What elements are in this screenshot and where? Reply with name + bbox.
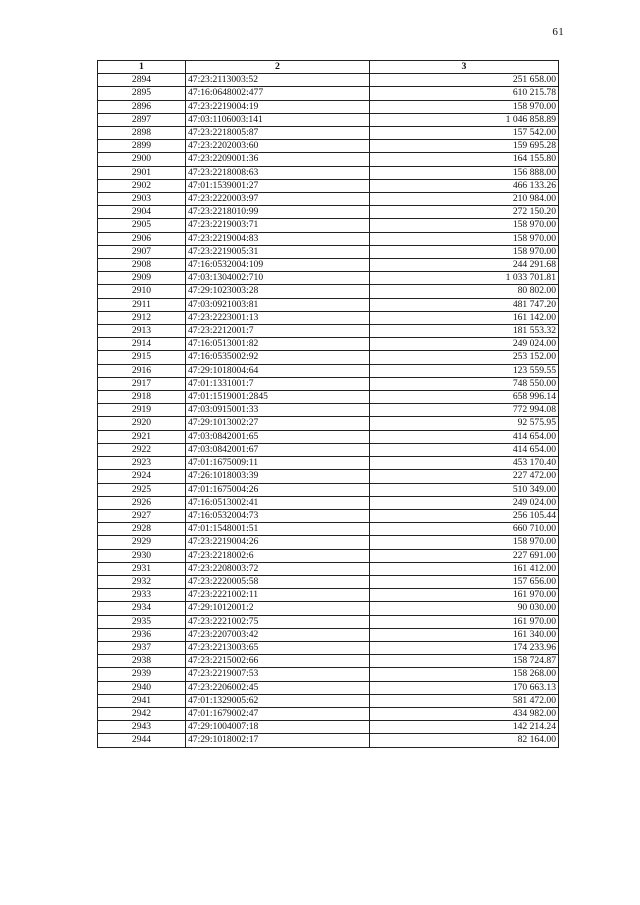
row-number-cell: 2935 [98,615,186,628]
value-cell: 581 472.00 [370,694,559,707]
row-number-cell: 2936 [98,628,186,641]
table-header-row [98,61,559,74]
cadastral-number-cell: 47:16:0535002:92 [186,351,370,364]
cadastral-number-cell: 47:23:2221002:75 [186,615,370,628]
table-row [98,285,559,298]
cadastral-number-cell: 47:23:2218005:87 [186,127,370,140]
table-row [98,721,559,734]
value-cell: 90 030.00 [370,602,559,615]
cadastral-number-cell: 47:23:2221002:11 [186,589,370,602]
row-number-cell: 2938 [98,655,186,668]
table-row [98,509,559,522]
table-row [98,470,559,483]
cadastral-number-cell: 47:29:1018002:17 [186,734,370,747]
table-row [98,74,559,87]
value-cell: 772 994.08 [370,404,559,417]
table-body [98,74,559,747]
value-cell: 249 024.00 [370,496,559,509]
cadastral-number-cell: 47:01:1675004:26 [186,483,370,496]
row-number-cell: 2931 [98,562,186,575]
page-number: 61 [552,26,564,38]
value-cell: 161 970.00 [370,589,559,602]
table-row [98,166,559,179]
row-number-cell: 2929 [98,536,186,549]
value-cell: 158 724.87 [370,655,559,668]
cadastral-number-cell: 47:26:1018003:39 [186,470,370,483]
cadastral-number-cell: 47:23:2207003:42 [186,628,370,641]
row-number-cell: 2900 [98,153,186,166]
row-number-cell: 2926 [98,496,186,509]
cadastral-number-cell: 47:23:2218010:99 [186,206,370,219]
row-number-cell: 2911 [98,298,186,311]
table-row [98,311,559,324]
registry-table [97,60,559,748]
value-cell: 156 888.00 [370,166,559,179]
column-header-1: 1 [98,61,186,74]
table-row [98,523,559,536]
row-number-cell: 2910 [98,285,186,298]
value-cell: 481 747.20 [370,298,559,311]
value-cell: 227 472.00 [370,470,559,483]
cadastral-number-cell: 47:16:0532004:109 [186,259,370,272]
row-number-cell: 2898 [98,127,186,140]
value-cell: 158 970.00 [370,536,559,549]
value-cell: 157 542.00 [370,127,559,140]
row-number-cell: 2923 [98,457,186,470]
value-cell: 158 970.00 [370,100,559,113]
row-number-cell: 2919 [98,404,186,417]
value-cell: 610 215.78 [370,87,559,100]
table-row [98,391,559,404]
cadastral-number-cell: 47:03:1304002:710 [186,272,370,285]
table-row [98,259,559,272]
cadastral-number-cell: 47:03:1106003:141 [186,113,370,126]
cadastral-number-cell: 47:01:1331001:7 [186,377,370,390]
row-number-cell: 2943 [98,721,186,734]
value-cell: 157 656.00 [370,575,559,588]
value-cell: 256 105.44 [370,509,559,522]
cadastral-number-cell: 47:16:0648002:477 [186,87,370,100]
value-cell: 80 802.00 [370,285,559,298]
table-row [98,668,559,681]
value-cell: 123 559.55 [370,364,559,377]
table-row [98,602,559,615]
table-row [98,298,559,311]
cadastral-number-cell: 47:01:1679002:47 [186,707,370,720]
table-row [98,707,559,720]
cadastral-number-cell: 47:16:0532004:73 [186,509,370,522]
row-number-cell: 2913 [98,325,186,338]
table-row [98,589,559,602]
row-number-cell: 2932 [98,575,186,588]
table-row [98,364,559,377]
table-row [98,681,559,694]
table-row [98,615,559,628]
cadastral-number-cell: 47:01:1675009:11 [186,457,370,470]
row-number-cell: 2909 [98,272,186,285]
cadastral-number-cell: 47:23:2209001:36 [186,153,370,166]
value-cell: 272 150.20 [370,206,559,219]
table-row [98,219,559,232]
row-number-cell: 2941 [98,694,186,707]
row-number-cell: 2942 [98,707,186,720]
cadastral-number-cell: 47:01:1519001:2845 [186,391,370,404]
value-cell: 210 984.00 [370,193,559,206]
row-number-cell: 2925 [98,483,186,496]
row-number-cell: 2937 [98,641,186,654]
cadastral-number-cell: 47:23:2218002:6 [186,549,370,562]
row-number-cell: 2916 [98,364,186,377]
row-number-cell: 2939 [98,668,186,681]
table-row [98,641,559,654]
row-number-cell: 2907 [98,245,186,258]
row-number-cell: 2905 [98,219,186,232]
cadastral-number-cell: 47:29:1013002:27 [186,417,370,430]
value-cell: 660 710.00 [370,523,559,536]
row-number-cell: 2901 [98,166,186,179]
table-row [98,655,559,668]
table-row [98,496,559,509]
table-row [98,245,559,258]
row-number-cell: 2934 [98,602,186,615]
value-cell: 510 349.00 [370,483,559,496]
row-number-cell: 2918 [98,391,186,404]
cadastral-number-cell: 47:23:2223001:13 [186,311,370,324]
cadastral-number-cell: 47:16:0513001:82 [186,338,370,351]
value-cell: 227 691.00 [370,549,559,562]
cadastral-number-cell: 47:23:2220005:58 [186,575,370,588]
column-header-2: 2 [186,61,370,74]
table-row [98,351,559,364]
value-cell: 1 033 701.81 [370,272,559,285]
cadastral-number-cell: 47:23:2219005:31 [186,245,370,258]
table-row [98,127,559,140]
table-row [98,325,559,338]
cadastral-number-cell: 47:23:2215002:66 [186,655,370,668]
table-row [98,536,559,549]
cadastral-number-cell: 47:03:0842001:67 [186,443,370,456]
value-cell: 92 575.95 [370,417,559,430]
table-row [98,153,559,166]
table-row [98,193,559,206]
value-cell: 174 233.96 [370,641,559,654]
table-row [98,430,559,443]
cadastral-number-cell: 47:23:2202003:60 [186,140,370,153]
value-cell: 1 046 858.89 [370,113,559,126]
value-cell: 170 663.13 [370,681,559,694]
table-row [98,483,559,496]
row-number-cell: 2920 [98,417,186,430]
value-cell: 164 155.80 [370,153,559,166]
value-cell: 142 214.24 [370,721,559,734]
value-cell: 161 970.00 [370,615,559,628]
table-row [98,206,559,219]
row-number-cell: 2908 [98,259,186,272]
row-number-cell: 2903 [98,193,186,206]
value-cell: 161 340.00 [370,628,559,641]
cadastral-number-cell: 47:29:1018004:64 [186,364,370,377]
row-number-cell: 2896 [98,100,186,113]
value-cell: 82 164.00 [370,734,559,747]
row-number-cell: 2899 [98,140,186,153]
table-row [98,377,559,390]
table-row [98,734,559,747]
cadastral-number-cell: 47:03:0921003:81 [186,298,370,311]
cadastral-number-cell: 47:23:2206002:45 [186,681,370,694]
table-row [98,272,559,285]
value-cell: 158 970.00 [370,232,559,245]
row-number-cell: 2897 [98,113,186,126]
table-row [98,100,559,113]
value-cell: 453 170.40 [370,457,559,470]
table-row [98,87,559,100]
cadastral-number-cell: 47:03:0915001:33 [186,404,370,417]
table-row [98,549,559,562]
value-cell: 161 142.00 [370,311,559,324]
value-cell: 181 553.32 [370,325,559,338]
cadastral-number-cell: 47:01:1548001:51 [186,523,370,536]
table-row [98,562,559,575]
cadastral-number-cell: 47:23:2219004:83 [186,232,370,245]
cadastral-number-cell: 47:23:2208003:72 [186,562,370,575]
table-row [98,404,559,417]
row-number-cell: 2927 [98,509,186,522]
table-row [98,443,559,456]
row-number-cell: 2944 [98,734,186,747]
table-row [98,457,559,470]
cadastral-number-cell: 47:01:1329005:62 [186,694,370,707]
table-row [98,113,559,126]
value-cell: 748 550.00 [370,377,559,390]
cadastral-number-cell: 47:23:2113003:52 [186,74,370,87]
row-number-cell: 2902 [98,179,186,192]
row-number-cell: 2928 [98,523,186,536]
value-cell: 158 268.00 [370,668,559,681]
column-header-3: 3 [370,61,559,74]
value-cell: 158 970.00 [370,219,559,232]
row-number-cell: 2930 [98,549,186,562]
cadastral-number-cell: 47:16:0513002:41 [186,496,370,509]
cadastral-number-cell: 47:01:1539001:27 [186,179,370,192]
value-cell: 434 982.00 [370,707,559,720]
cadastral-number-cell: 47:23:2212001:7 [186,325,370,338]
value-cell: 414 654.00 [370,430,559,443]
table-row [98,628,559,641]
row-number-cell: 2894 [98,74,186,87]
value-cell: 414 654.00 [370,443,559,456]
cadastral-number-cell: 47:29:1023003:28 [186,285,370,298]
cadastral-number-cell: 47:23:2218008:63 [186,166,370,179]
value-cell: 251 658.00 [370,74,559,87]
value-cell: 249 024.00 [370,338,559,351]
row-number-cell: 2933 [98,589,186,602]
value-cell: 161 412.00 [370,562,559,575]
row-number-cell: 2906 [98,232,186,245]
row-number-cell: 2904 [98,206,186,219]
cadastral-number-cell: 47:23:2220003:97 [186,193,370,206]
cadastral-number-cell: 47:29:1004007:18 [186,721,370,734]
table-row [98,694,559,707]
row-number-cell: 2921 [98,430,186,443]
cadastral-number-cell: 47:23:2219007:53 [186,668,370,681]
cadastral-number-cell: 47:23:2219003:71 [186,219,370,232]
row-number-cell: 2915 [98,351,186,364]
cadastral-number-cell: 47:29:1012001:2 [186,602,370,615]
row-number-cell: 2917 [98,377,186,390]
table-row [98,232,559,245]
table-row [98,179,559,192]
value-cell: 244 291.68 [370,259,559,272]
value-cell: 158 970.00 [370,245,559,258]
row-number-cell: 2912 [98,311,186,324]
cadastral-number-cell: 47:23:2219004:26 [186,536,370,549]
cadastral-number-cell: 47:23:2213003:65 [186,641,370,654]
row-number-cell: 2924 [98,470,186,483]
row-number-cell: 2895 [98,87,186,100]
table-row [98,140,559,153]
table-row [98,575,559,588]
row-number-cell: 2922 [98,443,186,456]
value-cell: 253 152.00 [370,351,559,364]
value-cell: 159 695.28 [370,140,559,153]
cadastral-number-cell: 47:23:2219004:19 [186,100,370,113]
cadastral-number-cell: 47:03:0842001:65 [186,430,370,443]
value-cell: 658 996.14 [370,391,559,404]
table-row [98,417,559,430]
value-cell: 466 133.26 [370,179,559,192]
table-row [98,338,559,351]
row-number-cell: 2914 [98,338,186,351]
row-number-cell: 2940 [98,681,186,694]
